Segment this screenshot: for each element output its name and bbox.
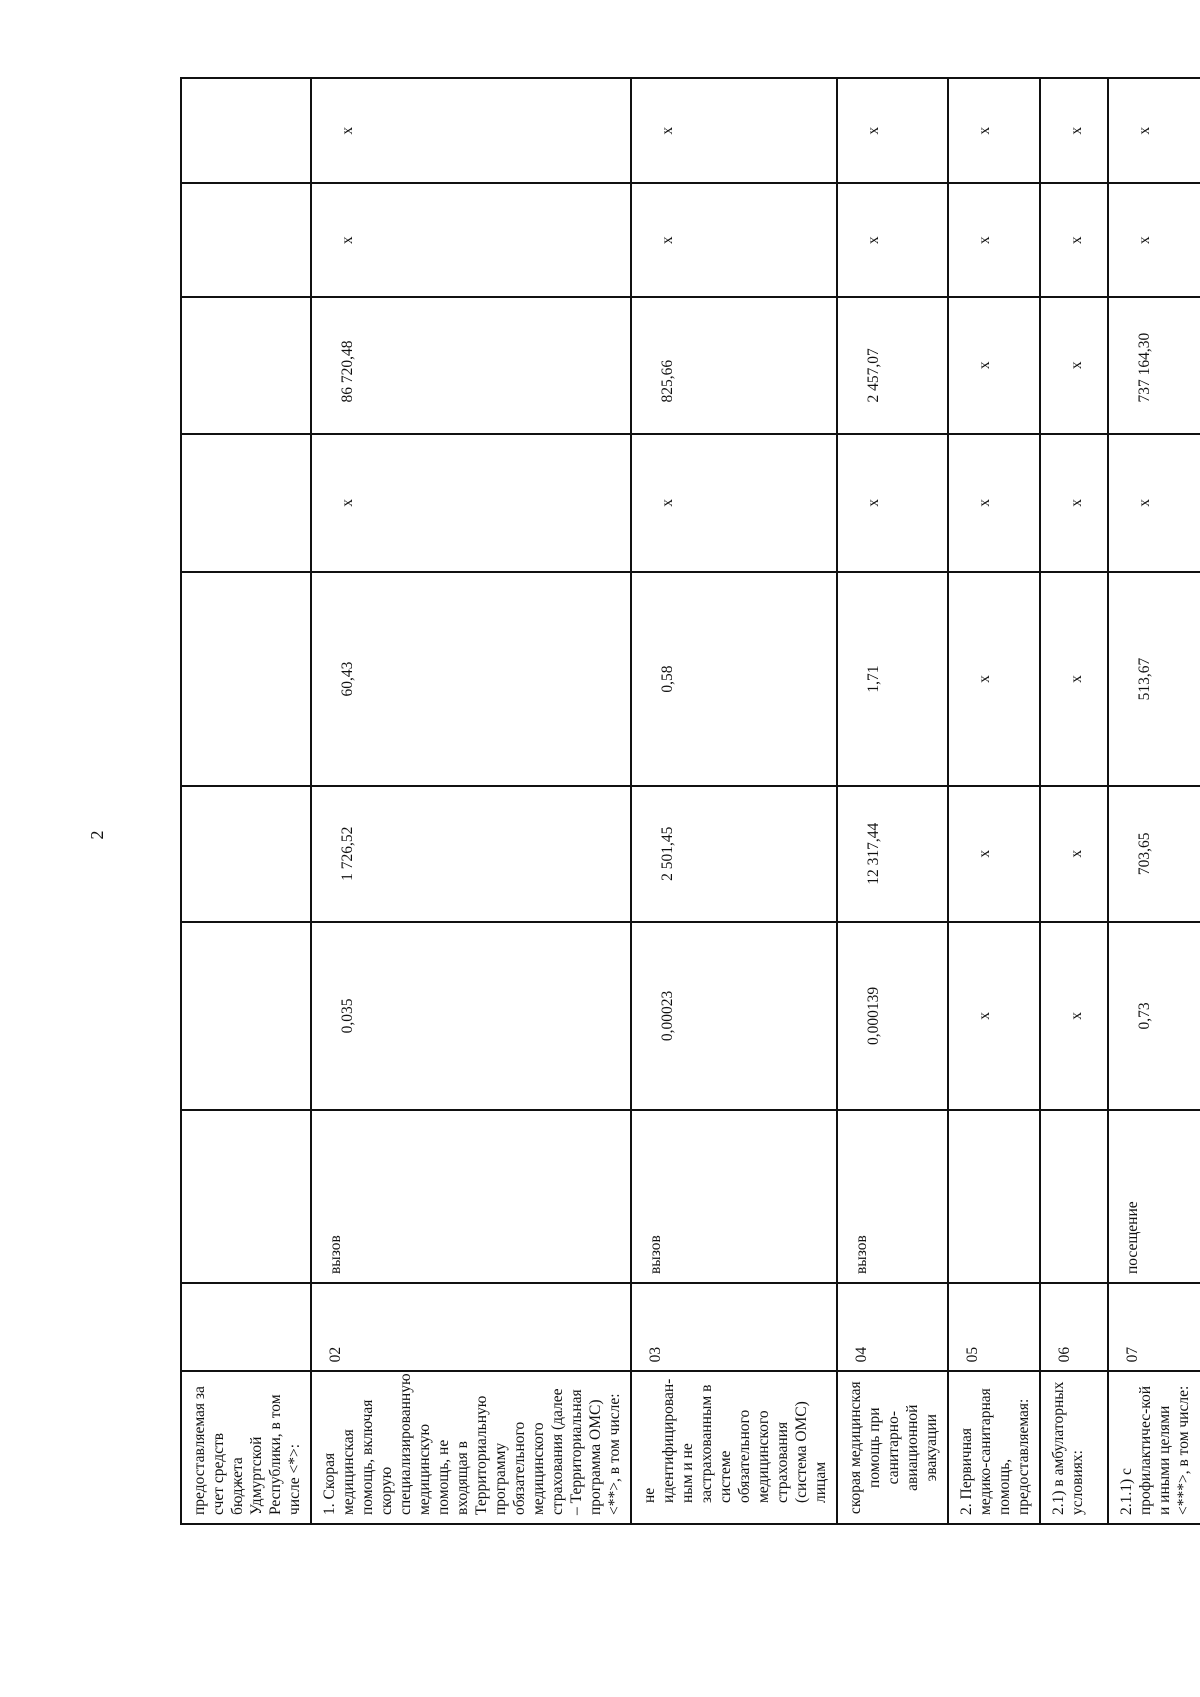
row-code-cell: 06 bbox=[1040, 1283, 1108, 1371]
unit-cell: посещение bbox=[1108, 1110, 1200, 1283]
table-row bbox=[1040, 78, 1108, 1524]
value-cell bbox=[181, 922, 311, 1111]
value-cell: х bbox=[1040, 922, 1108, 1111]
value-cell: х bbox=[837, 434, 948, 573]
row-name-cell: 2.1.1) с профилактичес-кой и иными целями <***>, в том числе: bbox=[1108, 1371, 1200, 1524]
row-name-cell: 2. Первичная медико-санитарная помощь, предоставляемая: bbox=[948, 1371, 1040, 1524]
value-cell bbox=[181, 184, 311, 297]
value-cell: х bbox=[311, 434, 631, 573]
value-cell: х bbox=[1040, 297, 1108, 434]
rotated-table-frame bbox=[180, 77, 1192, 1525]
value-cell: 0,000139 bbox=[837, 922, 948, 1111]
unit-cell: вызов bbox=[311, 1110, 631, 1283]
value-cell: х bbox=[631, 184, 837, 297]
value-cell: 1 726,52 bbox=[311, 786, 631, 922]
table-row bbox=[181, 78, 311, 1524]
value-cell: 86 720,48 bbox=[311, 297, 631, 434]
unit-cell: вызов bbox=[631, 1110, 837, 1283]
row-name-cell: 1. Скорая медицинская помощь, включая скорую специализированную медицинскую помощь, не входящая в Территориальную программу обязательного медицинского страхования (далее – Территориальная программа ОМС) <**>, в том числе: bbox=[311, 1371, 631, 1524]
value-cell: 0,035 bbox=[311, 922, 631, 1111]
table-row bbox=[1108, 78, 1200, 1524]
value-cell: х bbox=[1108, 434, 1200, 573]
table-row bbox=[948, 78, 1040, 1524]
page-number: 2 bbox=[87, 830, 107, 840]
row-code-cell: 05 bbox=[948, 1283, 1040, 1371]
unit-cell: вызов bbox=[837, 1110, 948, 1283]
value-cell: 703,65 bbox=[1108, 786, 1200, 922]
unit-cell bbox=[181, 1110, 311, 1283]
value-cell bbox=[181, 78, 311, 184]
table-row bbox=[311, 78, 631, 1524]
unit-cell bbox=[1040, 1110, 1108, 1283]
value-cell: х bbox=[1040, 572, 1108, 786]
value-cell: х bbox=[1040, 78, 1108, 184]
table-row bbox=[631, 78, 837, 1524]
data-table bbox=[180, 77, 1200, 1525]
row-name-cell: предоставляемая за счет средств бюджета Удмуртской Республики, в том числе <*>: bbox=[181, 1371, 311, 1524]
value-cell: х bbox=[1108, 78, 1200, 184]
value-cell: х bbox=[948, 184, 1040, 297]
row-code-cell: 02 bbox=[311, 1283, 631, 1371]
value-cell bbox=[181, 786, 311, 922]
row-code-cell: 03 bbox=[631, 1283, 837, 1371]
value-cell: 60,43 bbox=[311, 572, 631, 786]
value-cell: 12 317,44 bbox=[837, 786, 948, 922]
row-name-cell: 2.1) в амбулаторных условиях: bbox=[1040, 1371, 1108, 1524]
value-cell: 1,71 bbox=[837, 572, 948, 786]
value-cell: х bbox=[1040, 434, 1108, 573]
row-code-cell: 07 bbox=[1108, 1283, 1200, 1371]
value-cell bbox=[181, 434, 311, 573]
value-cell: х bbox=[948, 922, 1040, 1111]
unit-cell bbox=[948, 1110, 1040, 1283]
value-cell: х bbox=[837, 184, 948, 297]
value-cell: х bbox=[311, 78, 631, 184]
value-cell: 737 164,30 bbox=[1108, 297, 1200, 434]
value-cell: 0,73 bbox=[1108, 922, 1200, 1111]
row-code-cell bbox=[181, 1283, 311, 1371]
value-cell: х bbox=[631, 78, 837, 184]
row-name-cell: скорая медицинская помощь при санитарно-авиационной эвакуации bbox=[837, 1371, 948, 1524]
value-cell: х bbox=[948, 434, 1040, 573]
value-cell bbox=[181, 297, 311, 434]
value-cell: х bbox=[1040, 184, 1108, 297]
value-cell: 513,67 bbox=[1108, 572, 1200, 786]
value-cell: 2 501,45 bbox=[631, 786, 837, 922]
value-cell: х bbox=[1108, 184, 1200, 297]
value-cell: х bbox=[837, 78, 948, 184]
value-cell: х bbox=[631, 434, 837, 573]
value-cell: х bbox=[948, 572, 1040, 786]
value-cell: х bbox=[311, 184, 631, 297]
value-cell: х bbox=[1040, 786, 1108, 922]
value-cell: х bbox=[948, 78, 1040, 184]
row-code-cell: 04 bbox=[837, 1283, 948, 1371]
value-cell: х bbox=[948, 786, 1040, 922]
table-row bbox=[837, 78, 948, 1524]
value-cell bbox=[181, 572, 311, 786]
value-cell: 0,00023 bbox=[631, 922, 837, 1111]
value-cell: х bbox=[948, 297, 1040, 434]
row-name-cell: не идентифицирован-ным и не застрахованным в системе обязательного медицинского страхования (система ОМС) лицам bbox=[631, 1371, 837, 1524]
value-cell: 0,58 bbox=[631, 572, 837, 786]
value-cell: 2 457,07 bbox=[837, 297, 948, 434]
value-cell: 825,66 bbox=[631, 297, 837, 434]
